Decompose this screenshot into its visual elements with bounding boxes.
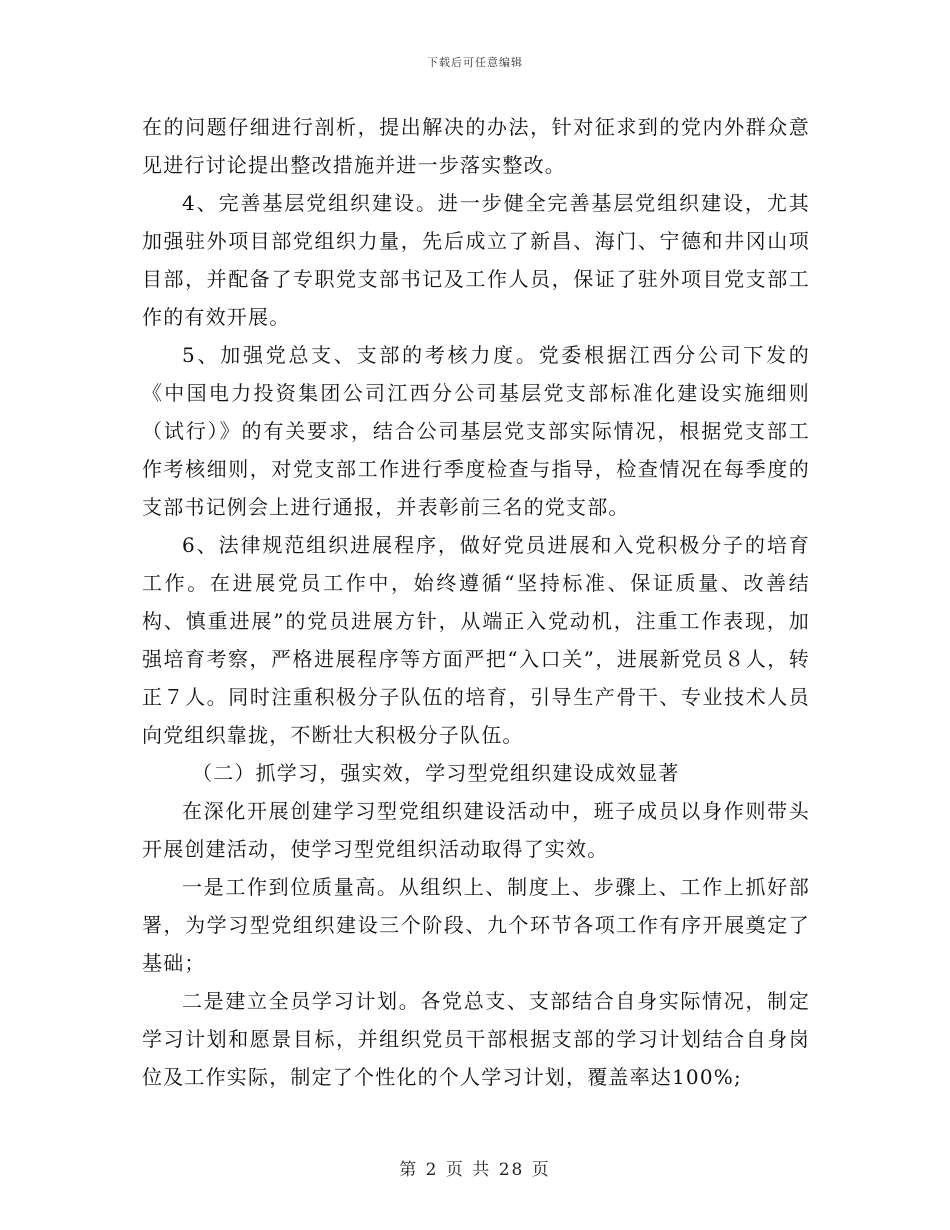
page-header: 下载后可任意编辑 — [427, 56, 523, 69]
paragraph-point-two: 二是建立全员学习计划。各党总支、支部结合自身实际情况，制定学习计划和愿景目标，并组织党员干部根据支部的学习计划结合自身岗位及工作实际，制定了个性化的个人学习计划，覆盖率达100%; — [142, 989, 810, 1089]
page-number: 第 2 页 共 28 页 — [399, 1160, 551, 1180]
document-body — [142, 108, 810, 1096]
paragraph-item-4: 4、完善基层党组织建设。进一步健全完善基层党组织建设，尤其加强驻外项目部党组织力量，先后成立了新昌、海门、宁德和井冈山项目部，并配备了专职党支部书记及工作人员，保证了驻外项目党支部工作的有效开展。 — [142, 191, 810, 329]
paragraph-continuation: 在的问题仔细进行剖析，提出解决的办法，针对征求到的党内外群众意见进行讨论提出整改措施并进一步落实整改。 — [142, 115, 810, 177]
paragraph-point-one: 一是工作到位质量高。从组织上、制度上、步骤上、工作上抓好部署，为学习型党组织建设三个阶段、九个环节各项工作有序开展奠定了基础； — [142, 875, 810, 975]
paragraph-item-6: 6、法律规范组织进展程序，做好党员进展和入党积极分子的培育工作。在进展党员工作中，始终遵循“坚持标准、保证质量、改善结构、慎重进展”的党员进展方针，从端正入党动机，注重工作表现，加强培育考察，严格进展程序等方面严把“入口关”，进展新党员８人，转正７人。同时注重积极分子队伍的培育，引导生产骨干、专业技术人员向党组织靠拢，不断壮大积极分子队伍。 — [142, 533, 810, 747]
paragraph-intro: 在深化开展创建学习型党组织建设活动中，班子成员以身作则带头开展创建活动，使学习型党组织活动取得了实效。 — [142, 799, 810, 861]
section-heading: （二）抓学习，强实效，学习型党组织建设成效显著 — [192, 761, 680, 785]
paragraph-item-5: 5、加强党总支、支部的考核力度。党委根据江西分公司下发的《中国电力投资集团公司江西分公司基层党支部标准化建设实施细则（试行）》的有关要求，结合公司基层党支部实际情况，根据党支部工作考核细则，对党支部工作进行季度检查与指导，检查情况在每季度的支部书记例会上进行通报，并表彰前三名的党支部。 — [142, 343, 810, 519]
